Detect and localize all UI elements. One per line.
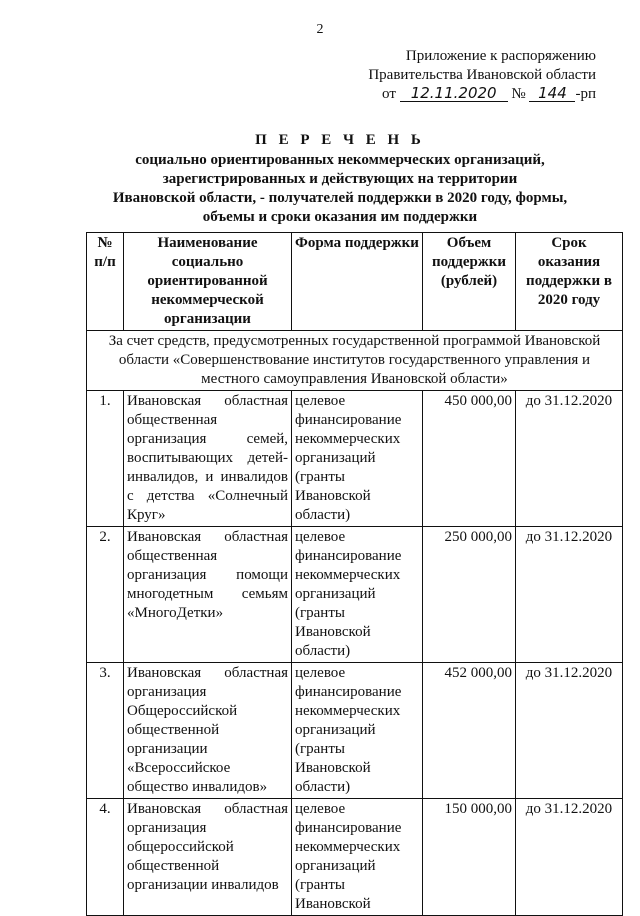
- from-label: от: [382, 86, 396, 102]
- title-line: объемы и сроки оказания им поддержки: [202, 209, 478, 225]
- organization-name: Ивановская областная общественная организация семей, воспитывающих детей-инвалидов, и инвалидов с детства «Солнечный Круг»: [124, 391, 292, 527]
- handwritten-number: 144: [529, 85, 575, 102]
- header-number: № п/п: [87, 233, 124, 331]
- appendix-line-1: Приложение к распоряжению: [405, 48, 596, 64]
- row-number: 1.: [87, 391, 124, 527]
- support-amount: 250 000,00: [423, 527, 516, 663]
- table-row: [87, 391, 623, 527]
- support-term: до 31.12.2020: [516, 527, 623, 663]
- support-term: до 31.12.2020: [516, 391, 623, 527]
- header-organization-name: Наименование социально ориентированной некоммерческой организации: [124, 233, 292, 331]
- table-row: [87, 527, 623, 663]
- appendix-header: [368, 47, 596, 104]
- appendix-line-2: Правительства Ивановской области: [368, 67, 596, 83]
- table-row: [87, 663, 623, 799]
- organizations-table: [86, 232, 623, 916]
- row-number: 4.: [87, 799, 124, 916]
- title-line: Ивановской области, - получателей поддержки в 2020 году, формы,: [112, 190, 568, 206]
- handwritten-date: 12.11.2020: [400, 85, 508, 102]
- funding-source-section: За счет средств, предусмотренных государственной программой Ивановской области «Совершенствование институтов государственного управления и местного самоуправления Ивановской области»: [87, 331, 623, 391]
- number-label: №: [511, 86, 526, 102]
- support-amount: 452 000,00: [423, 663, 516, 799]
- support-term: до 31.12.2020: [516, 799, 623, 916]
- support-form: целевое финансирование некоммерческих организаций (гранты Ивановской: [292, 799, 423, 916]
- row-number: 2.: [87, 527, 124, 663]
- page-number: 2: [316, 22, 324, 37]
- title-line: социально ориентированных некоммерческих организаций,: [135, 152, 545, 168]
- organization-name: Ивановская областная организация общероссийской общественной организации инвалидов: [124, 799, 292, 916]
- support-amount: 150 000,00: [423, 799, 516, 916]
- support-form: целевое финансирование некоммерческих организаций (гранты Ивановской области): [292, 391, 423, 527]
- title-main: П Е Р Е Ч Е Н Ь: [255, 132, 425, 148]
- support-amount: 450 000,00: [423, 391, 516, 527]
- table-header-row: [87, 233, 623, 331]
- support-term: до 31.12.2020: [516, 663, 623, 799]
- table-row: [87, 799, 623, 916]
- appendix-date-line: [368, 85, 596, 104]
- support-form: целевое финансирование некоммерческих организаций (гранты Ивановской области): [292, 663, 423, 799]
- row-number: 3.: [87, 663, 124, 799]
- organization-name: Ивановская областная общественная организация помощи многодетным семьям «МногоДетки»: [124, 527, 292, 663]
- document-title: [70, 131, 610, 227]
- number-suffix: -рп: [575, 86, 596, 102]
- support-form: целевое финансирование некоммерческих организаций (гранты Ивановской области): [292, 527, 423, 663]
- header-support-form: Форма поддержки: [292, 233, 423, 331]
- title-line: зарегистрированных и действующих на территории: [162, 171, 518, 187]
- organization-name: Ивановская областная организация Общероссийской общественной организации «Всероссийское общество инвалидов»: [124, 663, 292, 799]
- header-support-term: Срок оказания поддержки в 2020 году: [516, 233, 623, 331]
- section-row: [87, 331, 623, 391]
- header-support-amount: Объем поддержки (рублей): [423, 233, 516, 331]
